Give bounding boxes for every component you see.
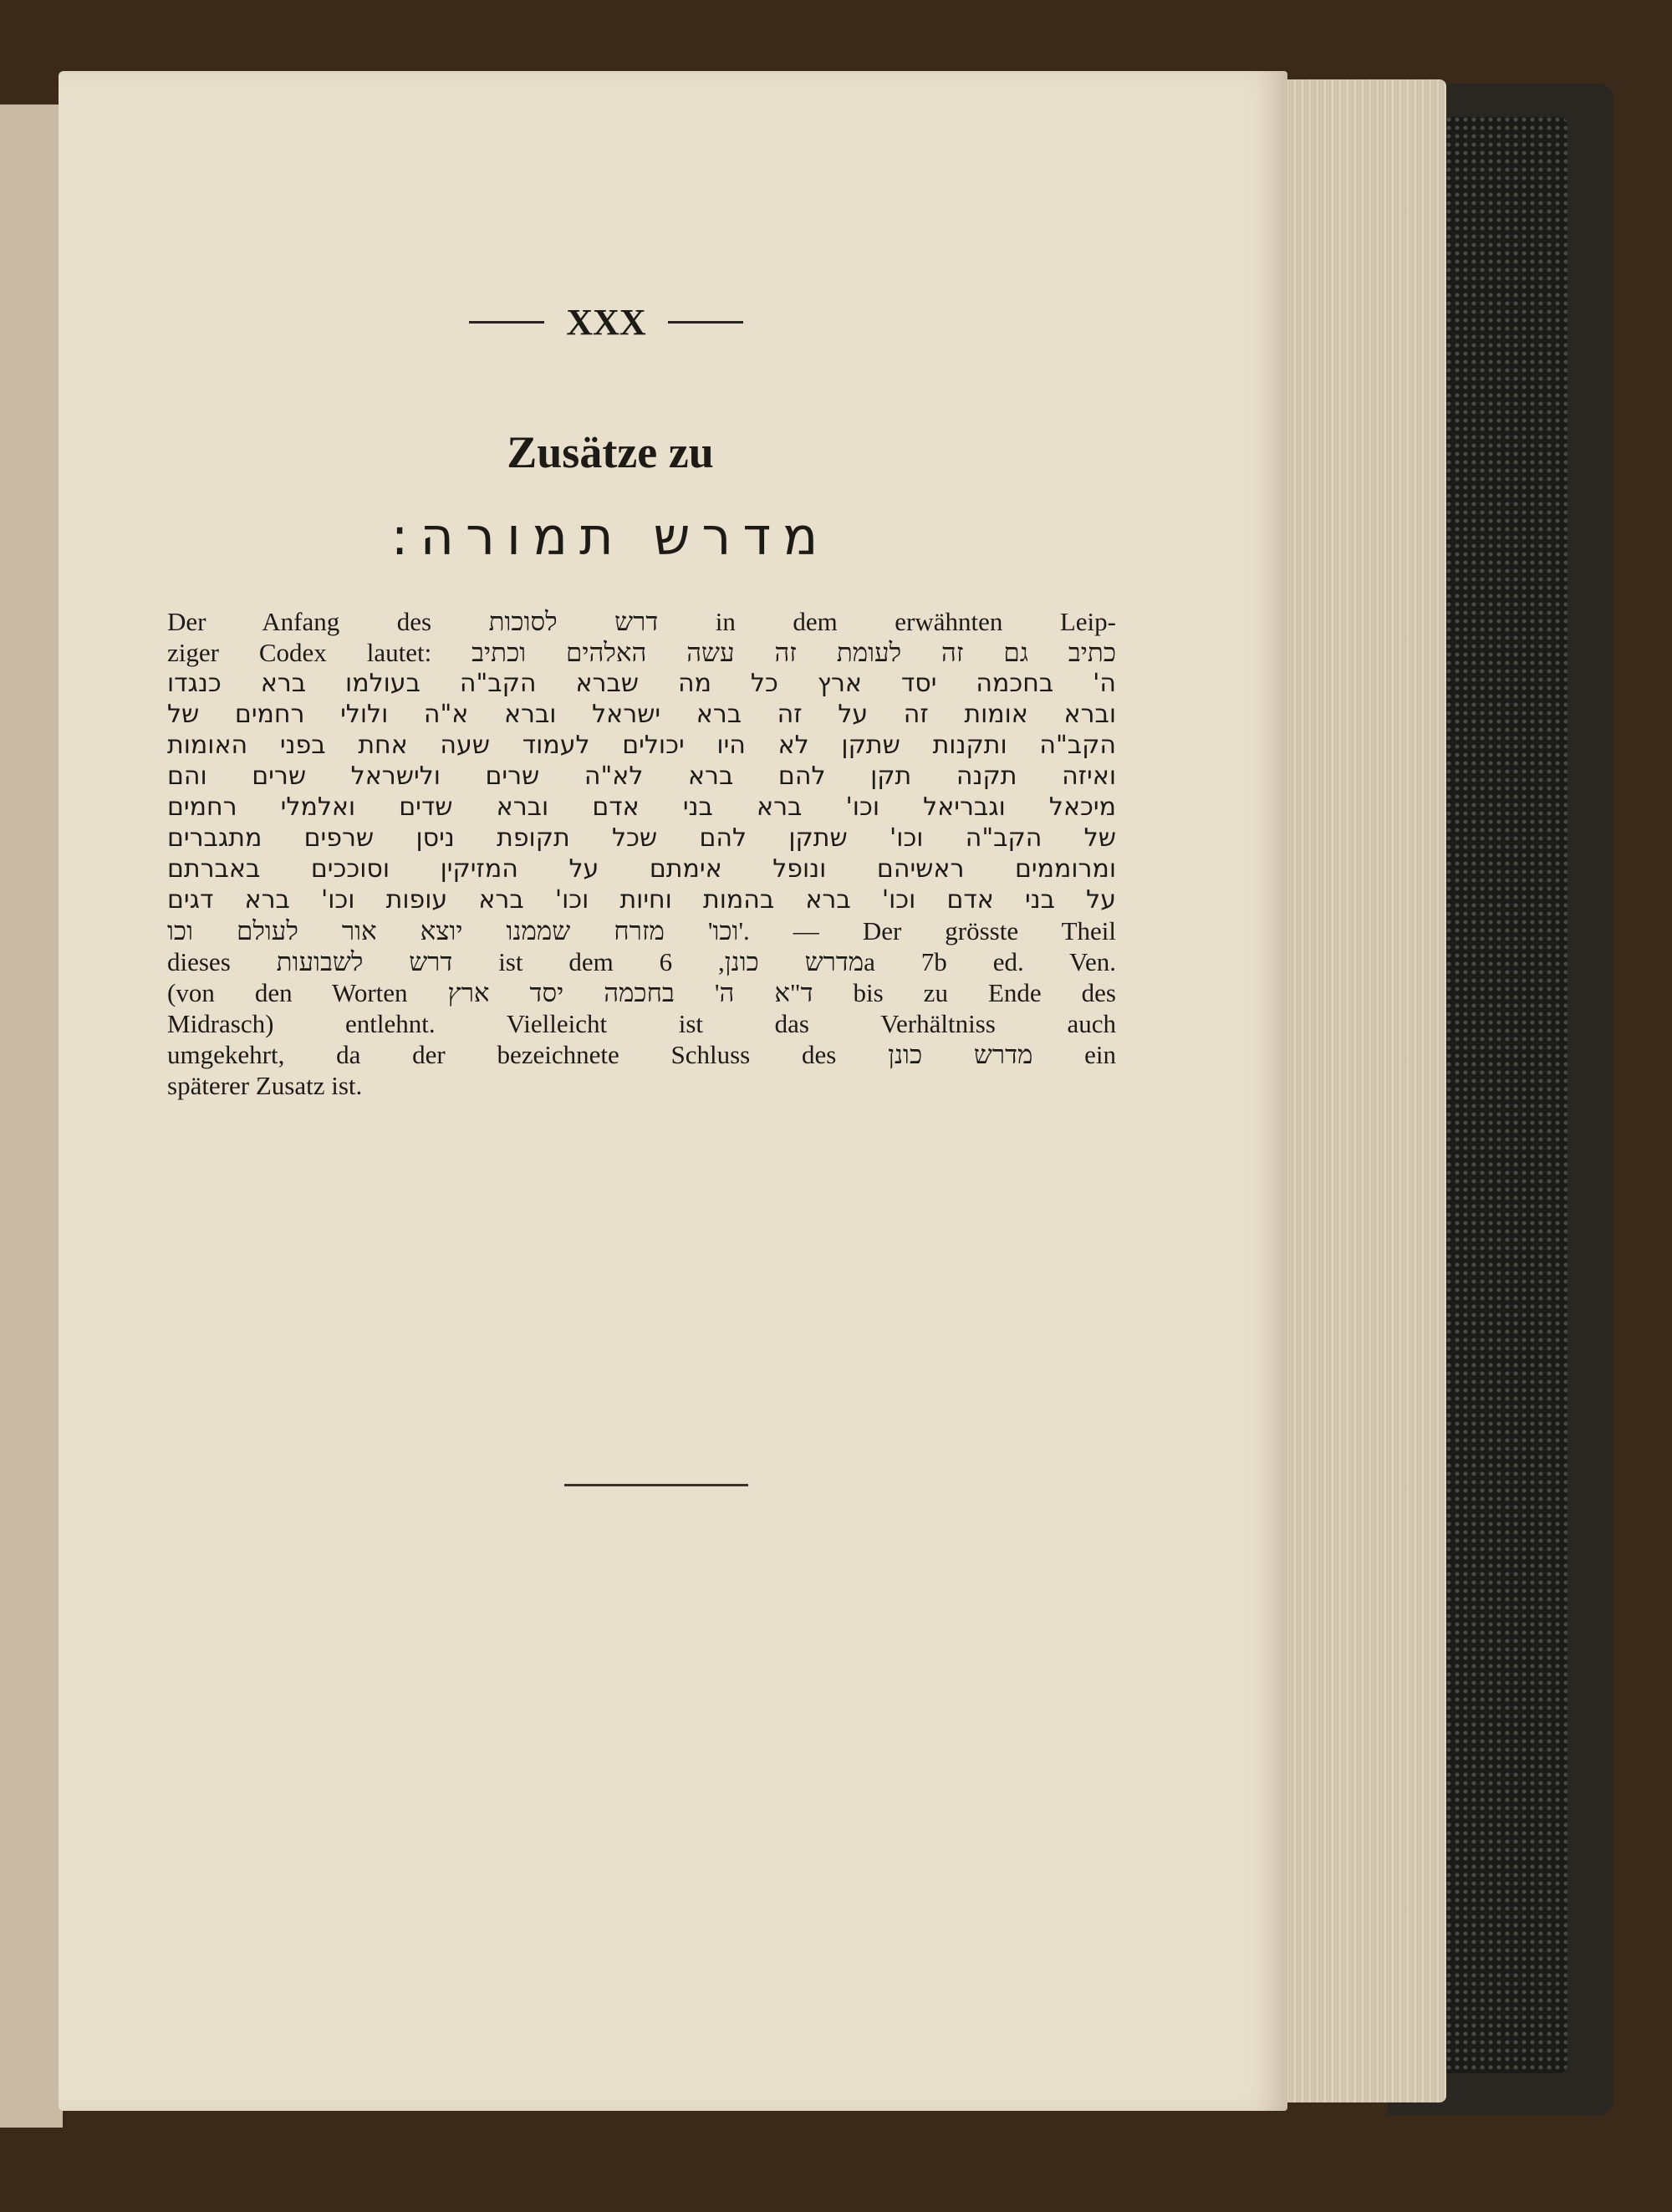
section-end-rule xyxy=(564,1484,748,1486)
body-line: ואיזה תקנה תקן להם ברא לא"ה שרים ולישראל שרים והם xyxy=(167,762,1116,791)
body-paragraph xyxy=(167,606,1116,1101)
body-line: ziger Codex lautet: כתיב גם זה לעומת זה עשה האלהים וכתיב xyxy=(167,638,1116,667)
body-line: של הקב"ה וכו' שתקן להם שכל תקופת ניסן שרפים מתגברים xyxy=(167,823,1116,853)
section-heading-hebrew: מדרש תמורה: xyxy=(390,506,830,567)
body-line: וברא אומות זה על זה ברא ישראל וברא א"ה ולולי רחמים של xyxy=(167,700,1116,729)
section-heading-german: Zusätze zu xyxy=(507,427,714,477)
body-line: Midrasch) entlehnt. Vielleicht ist das Verhältniss auch xyxy=(167,1009,1116,1038)
page-number: XXX xyxy=(566,302,646,343)
book-page xyxy=(59,71,1287,2111)
body-line: ומרוממים ראשיהם ונופל אימתם על המזיקין וסוככים באברתם xyxy=(167,854,1116,884)
body-line: וכו' מזרח שממנו יוצא אור לעולם וכו'. — Der grösste Theil xyxy=(167,916,1116,945)
body-line: umgekehrt, da der bezeichnete Schluss des מדרש כונן ein xyxy=(167,1040,1116,1069)
body-line: (von den Worten ד"א ה' בחכמה יסד ארץ bis zu Ende des xyxy=(167,978,1116,1007)
body-line: ה' בחכמה יסד ארץ כל מה שברא הקב"ה בעולמו ברא כנגדו xyxy=(167,669,1116,698)
body-line: späterer Zusatz ist. xyxy=(167,1071,363,1100)
body-line: dieses דרש לשבועות ist dem מדרש כונן, 6a 7b ed. Ven. xyxy=(167,947,1116,976)
left-page-edge xyxy=(0,104,63,2128)
header-dash-right xyxy=(668,321,743,324)
body-line: על בני אדם וכו' ברא בהמות וחיות וכו' ברא עופות וכו' ברא דגים xyxy=(167,885,1116,915)
page-number-header xyxy=(431,301,782,344)
body-line: Der Anfang des דרש לסוכות in dem erwähnten Leip- xyxy=(167,607,1116,636)
body-line: מיכאל וגבריאל וכו' ברא בני אדם וברא שדים ואלמלי רחמים xyxy=(167,793,1116,822)
body-line: הקב"ה ותקנות שתקן לא היו יכולים לעמוד שעה אחת בפני האומות xyxy=(167,731,1116,760)
header-dash-left xyxy=(469,321,544,324)
